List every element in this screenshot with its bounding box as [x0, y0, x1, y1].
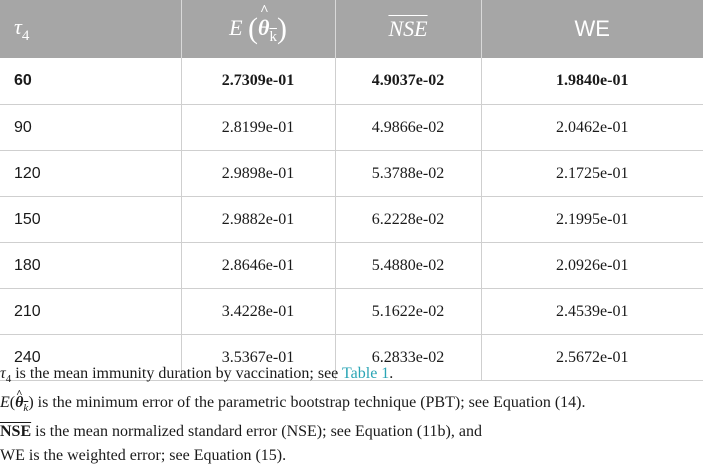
- table-row: [0, 151, 703, 197]
- cell-nse: 5.4880e-02: [335, 243, 481, 289]
- table-row: [0, 105, 703, 151]
- footnote-tau-text: is the mean immunity duration by vaccination; see: [11, 365, 342, 382]
- cell-e: 3.5367e-01: [181, 335, 335, 381]
- cell-e: 2.8646e-01: [181, 243, 335, 289]
- table-row: [0, 58, 703, 105]
- cell-we: 2.1995e-01: [481, 197, 703, 243]
- footnote-e: E(^ $\theta_{\overline{k}}$) is the minimum error of the parametric bootstrap technique (PBT); see Equation (14).: [0, 391, 703, 420]
- header-left-paren: (: [248, 12, 259, 45]
- header-tau-symbol: τ: [14, 13, 22, 39]
- cell-we: 2.4539e-01: [481, 289, 703, 335]
- header-right-paren: ): [276, 12, 287, 45]
- cell-tau: 210: [0, 289, 181, 335]
- table-row: [0, 289, 703, 335]
- header-we: [481, 0, 703, 58]
- cell-nse: 5.1622e-02: [335, 289, 481, 335]
- footnote-nse-text: is the mean normalized standard error (NSE); see Equation (11b), and: [31, 423, 482, 440]
- cell-we: 2.5672e-01: [481, 335, 703, 381]
- header-tau-sub: 4: [21, 27, 30, 44]
- table-header: [0, 0, 703, 58]
- cell-e: 3.4228e-01: [181, 289, 335, 335]
- cell-nse: 5.3788e-02: [335, 151, 481, 197]
- cell-tau: 150: [0, 197, 181, 243]
- cell-nse: 4.9866e-02: [335, 105, 481, 151]
- table-body: [0, 58, 703, 381]
- table-footnotes: [0, 362, 703, 468]
- footnote-tau-end: .: [389, 365, 394, 382]
- footnote-tau-sub: 4: [5, 373, 12, 385]
- cell-we: 2.1725e-01: [481, 151, 703, 197]
- table-row: [0, 243, 703, 289]
- cell-we: 2.0926e-01: [481, 243, 703, 289]
- cell-e: 2.9898e-01: [181, 151, 335, 197]
- cell-tau: 60: [0, 58, 181, 105]
- header-e-theta: [181, 0, 335, 58]
- cell-e: 2.9882e-01: [181, 197, 335, 243]
- cell-nse: 6.2833e-02: [335, 335, 481, 381]
- header-row: [0, 0, 703, 58]
- footnote-theta-symbol: ^ θ: [15, 391, 23, 415]
- footnote-we: [0, 444, 703, 468]
- cell-tau: 180: [0, 243, 181, 289]
- cell-e: 2.8199e-01: [181, 105, 335, 151]
- cell-tau: 120: [0, 151, 181, 197]
- header-we-label: WE: [574, 16, 610, 41]
- cell-nse: 4.9037e-02: [335, 58, 481, 105]
- footnote-e-text: is the minimum error of the parametric bootstrap technique (PBT); see Equation (14).: [33, 394, 586, 411]
- header-theta-sub: k: [269, 29, 277, 45]
- header-theta-symbol: ^ θ: [258, 15, 269, 41]
- footnote-tau-symbol: τ: [0, 365, 6, 382]
- table-1-link[interactable]: Table 1: [341, 365, 390, 382]
- cell-we: 2.0462e-01: [481, 105, 703, 151]
- cell-we: 1.9840e-01: [481, 58, 703, 105]
- footnote-e-symbol: E: [0, 394, 10, 411]
- footnote-tau: [0, 362, 703, 391]
- cell-e: 2.7309e-01: [181, 58, 335, 105]
- footnote-nse: [0, 420, 703, 444]
- cell-nse: 6.2228e-02: [335, 197, 481, 243]
- cell-tau: 90: [0, 105, 181, 151]
- header-nse-label: $\overline{NSE}$: [388, 16, 428, 41]
- table-row: [0, 197, 703, 243]
- header-e-symbol: E: [229, 15, 243, 40]
- header-tau: [0, 0, 181, 58]
- footnote-we-text: WE is the weighted error; see Equation (15).: [0, 447, 287, 464]
- header-nse: [335, 0, 481, 58]
- cell-tau: 240: [0, 335, 181, 381]
- footnote-theta-sub: k: [23, 402, 29, 414]
- footnote-nse-symbol: $\overline{NSE}$: [0, 423, 32, 440]
